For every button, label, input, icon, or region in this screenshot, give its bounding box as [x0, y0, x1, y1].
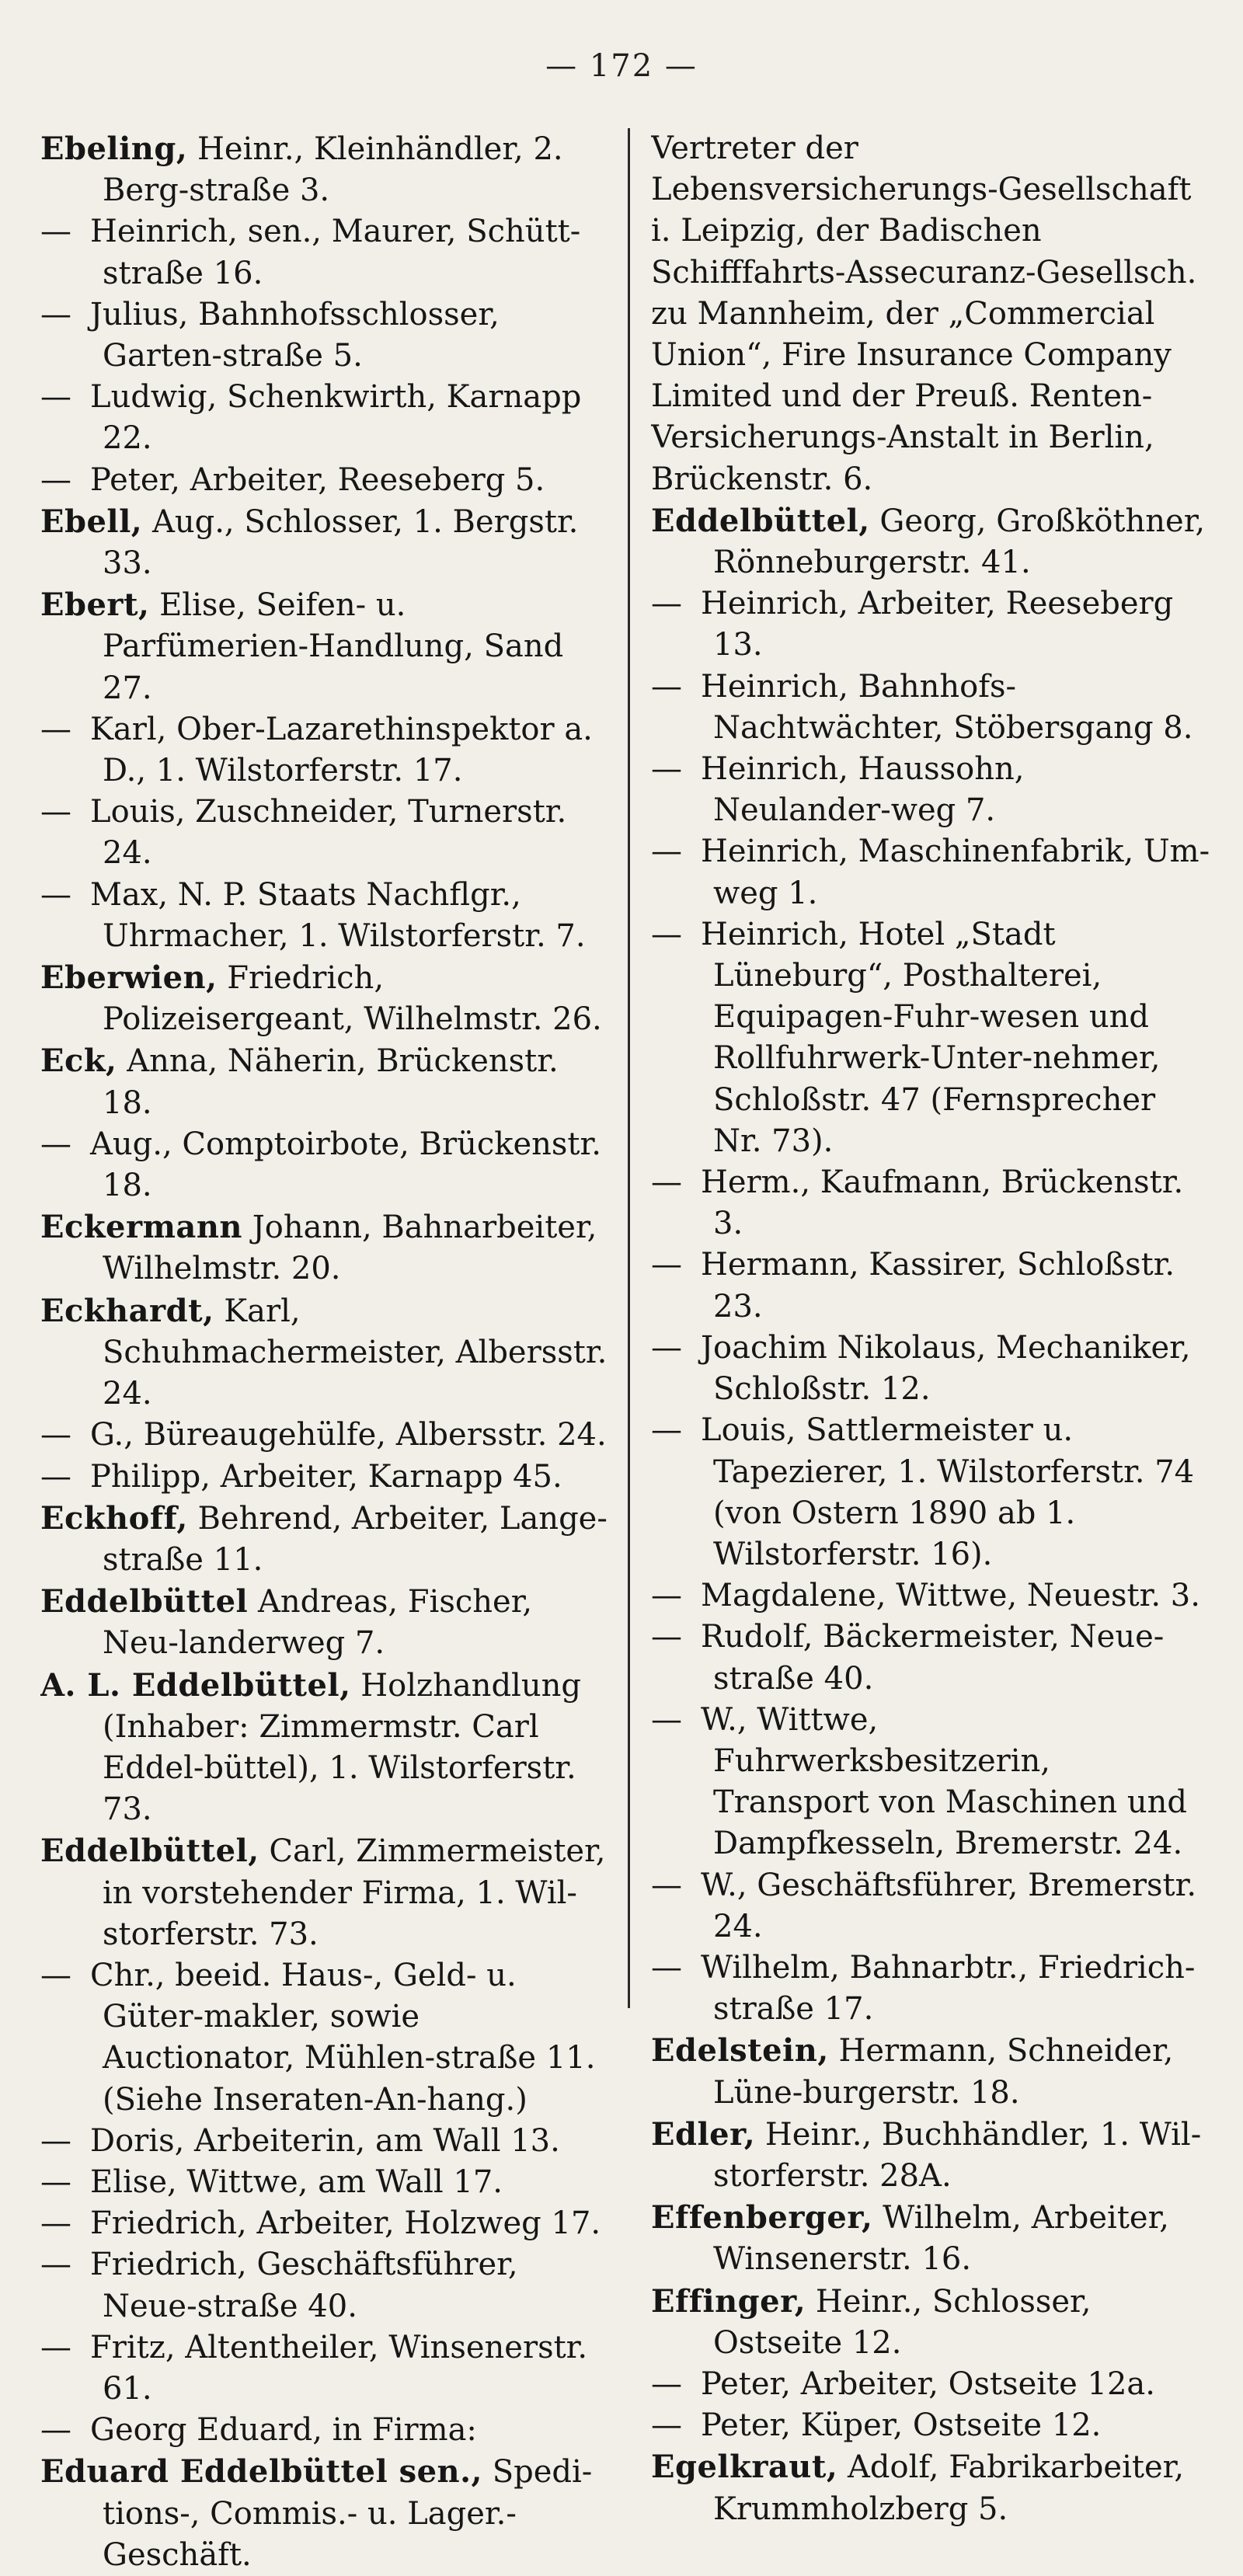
entry-eddelbuettel-georg-2: Eddelbüttel, Georg, Großköthner, Rönneburgerstr. 41. [651, 502, 1206, 581]
entry-eddelbuettel-doris: — Doris, Arbeiterin, am Wall 13. [40, 2122, 560, 2159]
entry-eddelbuettel-carl: Eddelbüttel, Carl, Zimmermeister, in vorstehender Firma, 1. Wil-storferstr. 73. [40, 1833, 606, 1952]
entry-heinrich-nachtwaechter: — Heinrich, Bahnhofs-Nachtwächter, Stöbersgang 8. [651, 668, 1193, 746]
column-divider [628, 128, 630, 2008]
entry-magdalene: — Magdalene, Wittwe, Neuestr. 3. [651, 1578, 1200, 1614]
entry-effenberger: Effenberger, Wilhelm, Arbeiter, Winsenerstr. 16. [651, 2199, 1170, 2278]
entry-heinrich-maschinenfabrik: — Heinrich, Maschinenfabrik, Um-weg 1. [651, 834, 1210, 911]
entry-eckermann: Eckermann Johann, Bahnarbeiter, Wilhelmstr. 20. [40, 1209, 597, 1287]
left-column [40, 128, 617, 2576]
entry-eck-aug: — Aug., Comptoirbote, Brückenstr. 18. [40, 1126, 601, 1204]
entry-ebert-louis: — Louis, Zuschneider, Turnerstr. 24. [40, 794, 567, 872]
entry-ebert: Ebert, Elise, Seifen- u. Parfümerien-Handlung, Sand 27. [40, 587, 564, 706]
entry-eduard-eddelbuettel: Eduard Eddelbüttel sen., Spedi-tions-, Commis.- u. Lager.-Geschäft. [40, 2453, 593, 2573]
entry-ebeling-ludwig: — Ludwig, Schenkwirth, Karnapp 22. [40, 379, 582, 457]
entry-w-wittwe: — W., Wittwe, Fuhrwerksbesitzerin, Transport von Maschinen und Dampfkesseln, Bremerstr. 24. [651, 1701, 1188, 1862]
right-column [651, 128, 1210, 2530]
entry-wilhelm: — Wilhelm, Bahnarbtr., Friedrich-straße 17. [651, 1949, 1196, 2028]
page-number: — 172 — [545, 48, 698, 84]
entry-w-geschaeftsfuehrer: — W., Geschäftsführer, Bremerstr. 24. [651, 1867, 1197, 1944]
entry-eddelbuettel-fritz: — Fritz, Altentheiler, Winsenerstr. 61. [40, 2329, 588, 2407]
entry-eberwien: Eberwien, Friedrich, Polizeisergeant, Wilhelmstr. 26. [40, 959, 602, 1038]
entry-herm-kaufmann: — Herm., Kaufmann, Brückenstr. 3. [651, 1164, 1184, 1242]
entry-heinrich-haussohn: — Heinrich, Haussohn, Neulander-weg 7. [651, 751, 1025, 829]
entry-louis-sattler: — Louis, Sattlermeister u. Tapezierer, 1. Wilstorferstr. 74 (von Ostern 1890 ab 1. Wilstorferstr. 16). [651, 1412, 1195, 1572]
entry-eddelbuettel-georg: — Georg Eduard, in Firma: [40, 2412, 477, 2449]
entry-continuation: Vertreter der Lebensversicherungs-Gesellschaft i. Leipzig, der Badischen Schifffahrts-Assecuranz-Gesellsch. zu Mannheim, der „Commercial Union“, Fire Insurance Company Limited und der Preuß. Renten-Versicherungs-Anstalt in Berlin, Brückenstr. 6. [651, 131, 1197, 497]
entry-ebell: Ebell, Aug., Schlosser, 1. Bergstr. 33. [40, 503, 579, 582]
entry-eckhardt-philipp: — Philipp, Arbeiter, Karnapp 45. [40, 1458, 562, 1495]
entry-heinrich-hotel: — Heinrich, Hotel „Stadt Lüneburg“, Posthalterei, Equipagen-Fuhr-wesen und Rollfuhrwerk-Unter-nehmer, Schloßstr. 47 (Fernsprecher Nr. 73). [651, 916, 1161, 1159]
entry-edler: Edler, Heinr., Buchhändler, 1. Wil-storferstr. 28A. [651, 2115, 1202, 2194]
entry-eddelbuettel-friedrich-1: — Friedrich, Arbeiter, Holzweg 17. [40, 2205, 601, 2242]
entry-eddelbuettel-andreas: Eddelbüttel Andreas, Fischer, Neu-landerweg 7. [40, 1583, 533, 1662]
entry-eddelbuettel-chr: — Chr., beeid. Haus-, Geld- u. Güter-makler, sowie Auctionator, Mühlen-straße 11. (Siehe Inseraten-An-hang.) [40, 1957, 596, 2118]
entry-rudolf: — Rudolf, Bäckermeister, Neue-straße 40. [651, 1619, 1165, 1697]
entry-ebeling-peter: — Peter, Arbeiter, Reeseberg 5. [40, 461, 545, 498]
entry-ebeling-heinrich: — Heinrich, sen., Maurer, Schütt-straße 16. [40, 214, 581, 291]
entry-egelkraut: Egelkraut, Adolf, Fabrikarbeiter, Krummholzberg 5. [651, 2449, 1185, 2527]
entry-heinrich-arbeiter: — Heinrich, Arbeiter, Reeseberg 13. [651, 586, 1174, 663]
entry-eddelbuettel-elise: — Elise, Wittwe, am Wall 17. [40, 2163, 503, 2200]
entry-ebert-max: — Max, N. P. Staats Nachflgr., Uhrmacher, 1. Wilstorferstr. 7. [40, 876, 586, 954]
entry-effinger-peter-1: — Peter, Arbeiter, Ostseite 12a. [651, 2365, 1155, 2402]
entry-ebeling-julius: — Julius, Bahnhofsschlosser, Garten-straße 5. [40, 296, 500, 374]
entry-ebert-karl: — Karl, Ober-Lazarethinspektor a. D., 1. Wilstorferstr. 17. [40, 711, 593, 789]
entry-eckhoff: Eckhoff, Behrend, Arbeiter, Lange-straße 11. [40, 1499, 608, 1578]
entry-hermann-kassirer: — Hermann, Kassirer, Schloßstr. 23. [651, 1247, 1175, 1325]
entry-effinger-peter-2: — Peter, Küper, Ostseite 12. [651, 2407, 1102, 2444]
entry-effinger: Effinger, Heinr., Schlosser, Ostseite 12. [651, 2282, 1092, 2361]
entry-eck: Eck, Anna, Näherin, Brückenstr. 18. [40, 1043, 559, 1121]
entry-al-eddelbuettel: A. L. Eddelbüttel, Holzhandlung (Inhaber: Zimmermstr. Carl Eddel-büttel), 1. Wilstorferstr. 73. [40, 1666, 581, 1828]
entry-eckhardt: Eckhardt, Karl, Schuhmachermeister, Albersstr. 24. [40, 1292, 608, 1412]
entry-edelstein: Edelstein, Hermann, Schneider, Lüne-burgerstr. 18. [651, 2032, 1174, 2111]
entry-eckhardt-g: — G., Büreaugehülfe, Albersstr. 24. [40, 1417, 607, 1453]
entry-ebeling: Ebeling, Heinr., Kleinhändler, 2. Berg-straße 3. [40, 131, 563, 209]
entry-eddelbuettel-friedrich-2: — Friedrich, Geschäftsführer, Neue-straße 40. [40, 2247, 518, 2324]
entry-joachim: — Joachim Nikolaus, Mechaniker, Schloßstr. 12. [651, 1329, 1191, 1408]
